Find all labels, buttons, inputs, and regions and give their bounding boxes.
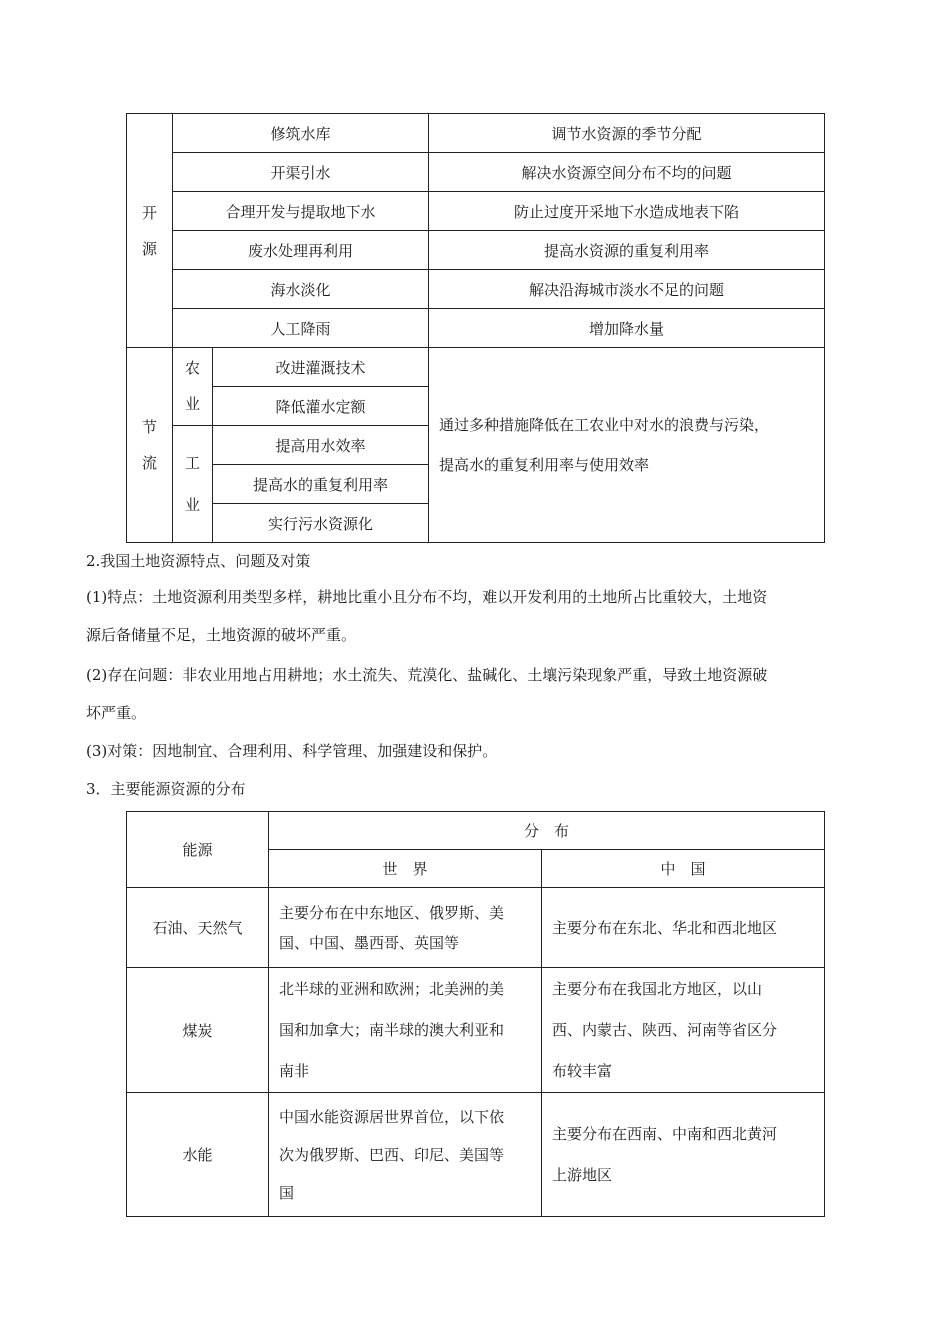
energy-header: 能源 [127,812,269,888]
energy-name: 石油、天然气 [127,888,269,968]
land-features: (1)特点：土地资源利用类型多样，耕地比重小且分布不均，难以开发利用的土地所占比重较大，土地资 源后备储量不足，土地资源的破坏严重。 [86,588,768,644]
industry-item: 实行污水资源化 [213,504,429,543]
energy-name: 水能 [127,1093,269,1217]
world-distribution: 中国水能资源居世界首位，以下依 次为俄罗斯、巴西、印尼、美国等 国 [269,1093,542,1217]
china-distribution: 主要分布在东北、华北和西北地区 [542,888,825,968]
measure-cell: 合理开发与提取地下水 [173,192,429,231]
energy-name: 煤炭 [127,968,269,1093]
industry-item: 提高水的重复利用率 [213,465,429,504]
industry-label: 工 业 [173,426,213,543]
jieliu-effect: 通过多种措施降低在工农业中对水的浪费与污染， 提高水的重复利用率与使用效率 [429,348,825,543]
china-distribution: 主要分布在西南、中南和西北黄河 上游地区 [542,1093,825,1217]
measure-cell: 废水处理再利用 [173,231,429,270]
land-problems: (2)存在问题：非农业用地占用耕地；水土流失、荒漠化、盐碱化、土壤污染现象严重，导致土地资源破 坏严重。 [86,666,768,722]
effect-cell: 解决沿海城市淡水不足的问题 [429,270,825,309]
energy-distribution-table [126,811,825,1217]
agriculture-item: 改进灌溉技术 [213,348,429,387]
china-distribution: 主要分布在我国北方地区，以山 西、内蒙古、陕西、河南等省区分 布较丰富 [542,968,825,1093]
industry-item: 提高用水效率 [213,426,429,465]
china-header: 中 国 [542,850,825,888]
kaiyuan-label: 开 源 [127,114,173,348]
energy-heading: 3．主要能源资源的分布 [86,780,246,798]
world-distribution: 北半球的亚洲和欧洲；北美洲的美 国和加拿大；南半球的澳大利亚和 南非 [269,968,542,1093]
effect-cell: 调节水资源的季节分配 [429,114,825,153]
effect-cell: 防止过度开采地下水造成地表下陷 [429,192,825,231]
measure-cell: 人工降雨 [173,309,429,348]
world-header: 世 界 [269,850,542,888]
agriculture-label: 农 业 [173,348,213,426]
water-measures-table [126,113,825,543]
land-heading: 2.我国土地资源特点、问题及对策 [86,552,311,570]
world-distribution: 主要分布在中东地区、俄罗斯、美 国、中国、墨西哥、英国等 [269,888,542,968]
measure-cell: 修筑水库 [173,114,429,153]
agriculture-item: 降低灌水定额 [213,387,429,426]
effect-cell: 解决水资源空间分布不均的问题 [429,153,825,192]
measure-cell: 海水淡化 [173,270,429,309]
distribution-header: 分 布 [269,812,825,850]
land-countermeasures: (3)对策：因地制宜、合理利用、科学管理、加强建设和保护。 [86,742,498,760]
effect-cell: 增加降水量 [429,309,825,348]
measure-cell: 开渠引水 [173,153,429,192]
effect-cell: 提高水资源的重复利用率 [429,231,825,270]
jieliu-label: 节 流 [127,348,173,543]
